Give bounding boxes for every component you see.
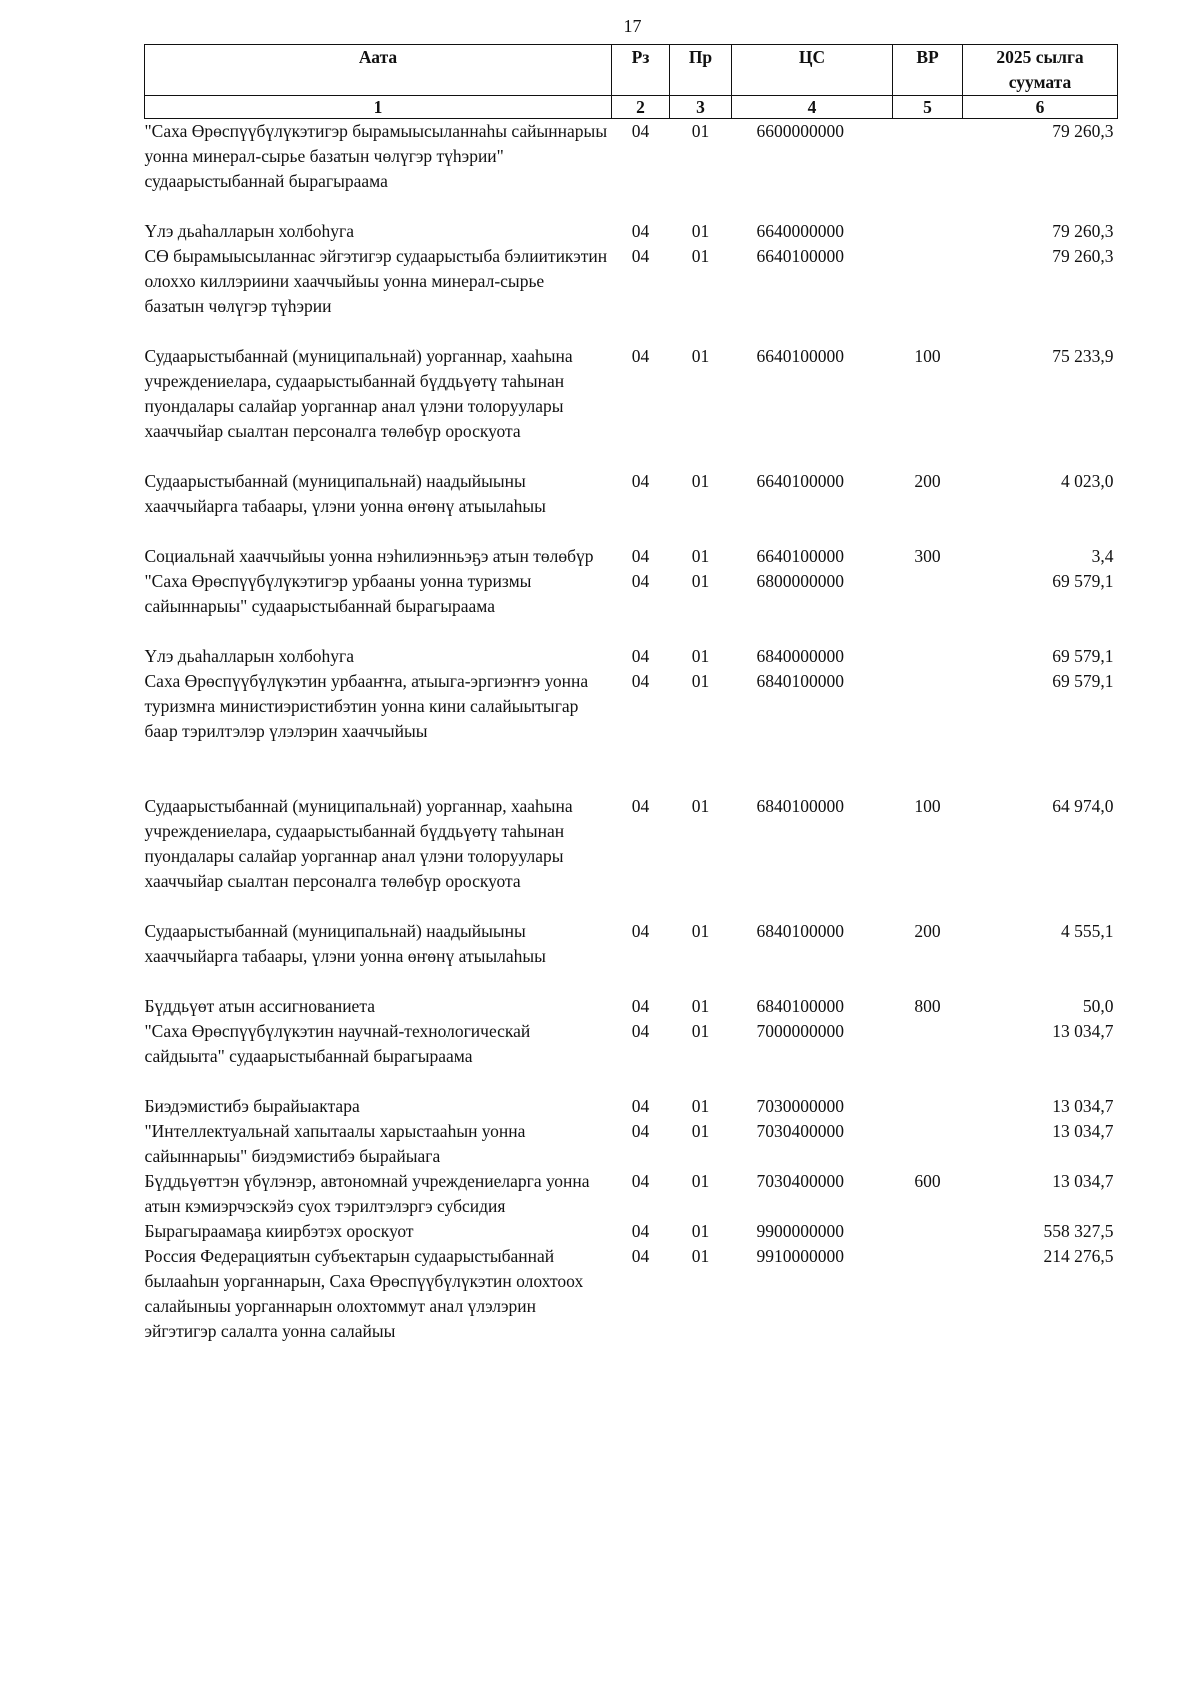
row-pr: 01 bbox=[691, 1221, 710, 1241]
header-rz: Рз bbox=[612, 45, 670, 96]
column-number: 5 bbox=[893, 96, 963, 119]
row-vr bbox=[893, 569, 963, 644]
row-name: "Саха Өрөспүүбүлүкэтин научнай-технологическай сайдыыта" судаарыстыбаннай бырагыраама bbox=[144, 1021, 531, 1066]
row-vr bbox=[893, 1219, 963, 1244]
row-rz: 04 bbox=[631, 346, 650, 366]
column-number: 3 bbox=[670, 96, 732, 119]
table-row bbox=[145, 1119, 1118, 1169]
row-cs: 6800000000 bbox=[756, 571, 844, 591]
row-cs: 6840100000 bbox=[756, 921, 844, 941]
row-cs: 7030400000 bbox=[756, 1171, 844, 1191]
row-vr: 200 bbox=[914, 921, 941, 941]
row-amount: 50,0 bbox=[1082, 996, 1114, 1016]
row-vr bbox=[893, 1119, 963, 1169]
row-vr bbox=[893, 644, 963, 669]
row-cs: 6640100000 bbox=[756, 346, 844, 366]
row-cs: 6640100000 bbox=[756, 246, 844, 266]
row-amount: 13 034,7 bbox=[1052, 1121, 1114, 1141]
row-vr bbox=[893, 219, 963, 244]
row-vr bbox=[893, 1094, 963, 1119]
row-rz: 04 bbox=[631, 1121, 650, 1141]
row-pr: 01 bbox=[691, 1121, 710, 1141]
row-amount: 4 023,0 bbox=[1061, 471, 1114, 491]
row-name: "Саха Өрөспүүбүлүкэтигэр урбааны уонна туризмы сайыннарыы" судаарыстыбаннай бырагыраама bbox=[144, 571, 532, 616]
row-amount: 3,4 bbox=[1091, 546, 1114, 566]
row-pr: 01 bbox=[691, 346, 710, 366]
table-row bbox=[145, 1019, 1118, 1094]
row-name: СӨ бырамыысыланнас эйгэтигэр судаарыстыба бэлиитикэтин олоххо киллэриини хааччыйыы уонна минерал-сырье базатын чөлүгэр түһэрии bbox=[144, 246, 608, 316]
row-cs: 9910000000 bbox=[756, 1246, 844, 1266]
row-pr: 01 bbox=[691, 646, 710, 666]
row-amount: 558 327,5 bbox=[1043, 1221, 1114, 1241]
row-amount: 79 260,3 bbox=[1052, 221, 1114, 241]
row-amount: 69 579,1 bbox=[1052, 671, 1114, 691]
row-rz: 04 bbox=[631, 121, 650, 141]
row-vr: 800 bbox=[914, 996, 941, 1016]
row-cs: 7000000000 bbox=[756, 1021, 844, 1041]
row-name: "Интеллектуальнай хапытаалы харыстааһын уонна сайыннарыы" биэдэмистибэ бырайыага bbox=[144, 1121, 526, 1166]
row-pr: 01 bbox=[691, 796, 710, 816]
column-number: 6 bbox=[963, 96, 1118, 119]
row-vr: 100 bbox=[914, 796, 941, 816]
row-pr: 01 bbox=[691, 671, 710, 691]
row-rz: 04 bbox=[631, 646, 650, 666]
row-pr: 01 bbox=[691, 996, 710, 1016]
row-pr: 01 bbox=[691, 121, 710, 141]
table-body bbox=[145, 119, 1118, 1345]
row-rz: 04 bbox=[631, 1021, 650, 1041]
row-rz: 04 bbox=[631, 796, 650, 816]
row-pr: 01 bbox=[691, 1096, 710, 1116]
row-rz: 04 bbox=[631, 921, 650, 941]
row-cs: 6600000000 bbox=[756, 121, 844, 141]
row-amount: 214 276,5 bbox=[1043, 1246, 1114, 1266]
row-vr bbox=[893, 669, 963, 794]
row-rz: 04 bbox=[631, 996, 650, 1016]
row-vr: 600 bbox=[914, 1171, 941, 1191]
table-row bbox=[145, 794, 1118, 919]
table-row bbox=[145, 244, 1118, 344]
header-pr: Пр bbox=[670, 45, 732, 96]
header-cs: ЦС bbox=[732, 45, 893, 96]
row-name: Бүддьүөт атын ассигнованиета bbox=[144, 996, 375, 1016]
row-cs: 6840000000 bbox=[756, 646, 844, 666]
row-rz: 04 bbox=[631, 1171, 650, 1191]
row-rz: 04 bbox=[631, 221, 650, 241]
row-vr bbox=[893, 244, 963, 344]
row-name: Биэдэмистибэ бырайыактара bbox=[144, 1096, 360, 1116]
row-vr: 300 bbox=[914, 546, 941, 566]
table-header bbox=[145, 45, 1118, 119]
row-pr: 01 bbox=[691, 921, 710, 941]
row-vr bbox=[893, 119, 963, 220]
row-name: Социальнай хааччыйыы уонна нэһилиэнньэҕэ атын төлөбүр bbox=[144, 546, 594, 566]
table-row bbox=[145, 119, 1118, 220]
row-pr: 01 bbox=[691, 221, 710, 241]
table-row bbox=[145, 994, 1118, 1019]
row-name: Россия Федерациятын субъектарын судаарыстыбаннай былааһын уорганнарын, Саха Өрөспүүбүлүкэтин олохтоох салайыныы уорганнарын олохтоммут анал үлэлэрин эйгэтигэр салалта уонна салайыы bbox=[144, 1246, 584, 1341]
table-row bbox=[145, 219, 1118, 244]
table-row bbox=[145, 469, 1118, 544]
row-rz: 04 bbox=[631, 546, 650, 566]
row-cs: 6640000000 bbox=[756, 221, 844, 241]
row-pr: 01 bbox=[691, 1171, 710, 1191]
row-vr: 200 bbox=[914, 471, 941, 491]
row-cs: 6840100000 bbox=[756, 671, 844, 691]
table-row bbox=[145, 1244, 1118, 1344]
row-name: "Саха Өрөспүүбүлүкэтигэр бырамыысыланнаһы сайыннарыы уонна минерал-сырье базатын чөлүгэр түһэрии" судаарыстыбаннай бырагыраама bbox=[144, 121, 608, 191]
row-name: Бүддьүөттэн үбүлэнэр, автономнай учреждениеларга уонна атын кэмиэрчэскэйэ суох тэрилтэлэргэ субсидия bbox=[144, 1171, 590, 1216]
row-rz: 04 bbox=[631, 1246, 650, 1266]
row-pr: 01 bbox=[691, 571, 710, 591]
row-rz: 04 bbox=[631, 1096, 650, 1116]
row-amount: 79 260,3 bbox=[1052, 246, 1114, 266]
column-number-row bbox=[145, 96, 1118, 119]
row-amount: 79 260,3 bbox=[1052, 121, 1114, 141]
row-pr: 01 bbox=[691, 546, 710, 566]
row-pr: 01 bbox=[691, 246, 710, 266]
row-name: Судаарыстыбаннай (муниципальнай) наадыйыыны хааччыйарга табаары, үлэни уонна өҥөнү атыылаһыы bbox=[144, 471, 546, 516]
table-row bbox=[145, 1094, 1118, 1119]
row-cs: 7030400000 bbox=[756, 1121, 844, 1141]
row-amount: 69 579,1 bbox=[1052, 646, 1114, 666]
row-cs: 6640100000 bbox=[756, 546, 844, 566]
table-row bbox=[145, 569, 1118, 644]
row-cs: 9900000000 bbox=[756, 1221, 844, 1241]
row-name: Судаарыстыбаннай (муниципальнай) уорганнар, хааһына учреждениелара, судаарыстыбаннай бүддьүөтү таһынан пуондалары салайар уорганнар анал үлэни толоруулары хааччыйар сыалтан персоналга төлөбүр ороскуота bbox=[144, 346, 573, 441]
row-name: Үлэ дьаһалларын холбоһуга bbox=[144, 646, 354, 666]
row-rz: 04 bbox=[631, 1221, 650, 1241]
column-number: 2 bbox=[612, 96, 670, 119]
budget-table bbox=[144, 44, 1118, 1344]
row-amount: 75 233,9 bbox=[1052, 346, 1114, 366]
table-row bbox=[145, 544, 1118, 569]
column-number: 1 bbox=[145, 96, 612, 119]
row-rz: 04 bbox=[631, 671, 650, 691]
row-cs: 6840100000 bbox=[756, 996, 844, 1016]
table-row bbox=[145, 1219, 1118, 1244]
page-number: 17 bbox=[623, 16, 642, 36]
row-rz: 04 bbox=[631, 571, 650, 591]
row-amount: 4 555,1 bbox=[1061, 921, 1114, 941]
table-row bbox=[145, 669, 1118, 794]
row-vr: 100 bbox=[914, 346, 941, 366]
table-row bbox=[145, 344, 1118, 469]
row-amount: 64 974,0 bbox=[1052, 796, 1114, 816]
row-name: Саха Өрөспүүбүлүкэтин урбааҥҥа, атыыга-эргиэҥҥэ уонна туризмҥа министиэристибэтин уонна кини салайыытыгар баар тэрилтэлэр үлэлэрин хааччыйыы bbox=[144, 671, 589, 741]
table-row bbox=[145, 1169, 1118, 1219]
row-cs: 7030000000 bbox=[756, 1096, 844, 1116]
row-name: Судаарыстыбаннай (муниципальнай) уорганнар, хааһына учреждениелара, судаарыстыбаннай бүддьүөтү таһынан пуондалары салайар уорганнар анал үлэни толоруулары хааччыйар сыалтан персоналга төлөбүр ороскуота bbox=[144, 796, 573, 891]
row-amount: 13 034,7 bbox=[1052, 1096, 1114, 1116]
header-row bbox=[145, 45, 1118, 96]
row-cs: 6840100000 bbox=[756, 796, 844, 816]
table-row bbox=[145, 644, 1118, 669]
row-pr: 01 bbox=[691, 1246, 710, 1266]
column-number: 4 bbox=[732, 96, 893, 119]
row-amount: 13 034,7 bbox=[1052, 1171, 1114, 1191]
row-name: Үлэ дьаһалларын холбоһуга bbox=[144, 221, 354, 241]
row-pr: 01 bbox=[691, 471, 710, 491]
row-pr: 01 bbox=[691, 1021, 710, 1041]
row-rz: 04 bbox=[631, 246, 650, 266]
row-vr bbox=[893, 1244, 963, 1344]
row-amount: 69 579,1 bbox=[1052, 571, 1114, 591]
row-amount: 13 034,7 bbox=[1052, 1021, 1114, 1041]
table-row bbox=[145, 919, 1118, 994]
row-name: Бырагыраамаҕа киирбэтэх ороскуот bbox=[144, 1221, 414, 1241]
header-amount: 2025 сылга суумата bbox=[963, 45, 1118, 96]
header-name: Аата bbox=[145, 45, 612, 96]
row-vr bbox=[893, 1019, 963, 1094]
header-vr: ВР bbox=[893, 45, 963, 96]
row-name: Судаарыстыбаннай (муниципальнай) наадыйыыны хааччыйарга табаары, үлэни уонна өҥөнү атыылаһыы bbox=[144, 921, 546, 966]
row-rz: 04 bbox=[631, 471, 650, 491]
row-cs: 6640100000 bbox=[756, 471, 844, 491]
